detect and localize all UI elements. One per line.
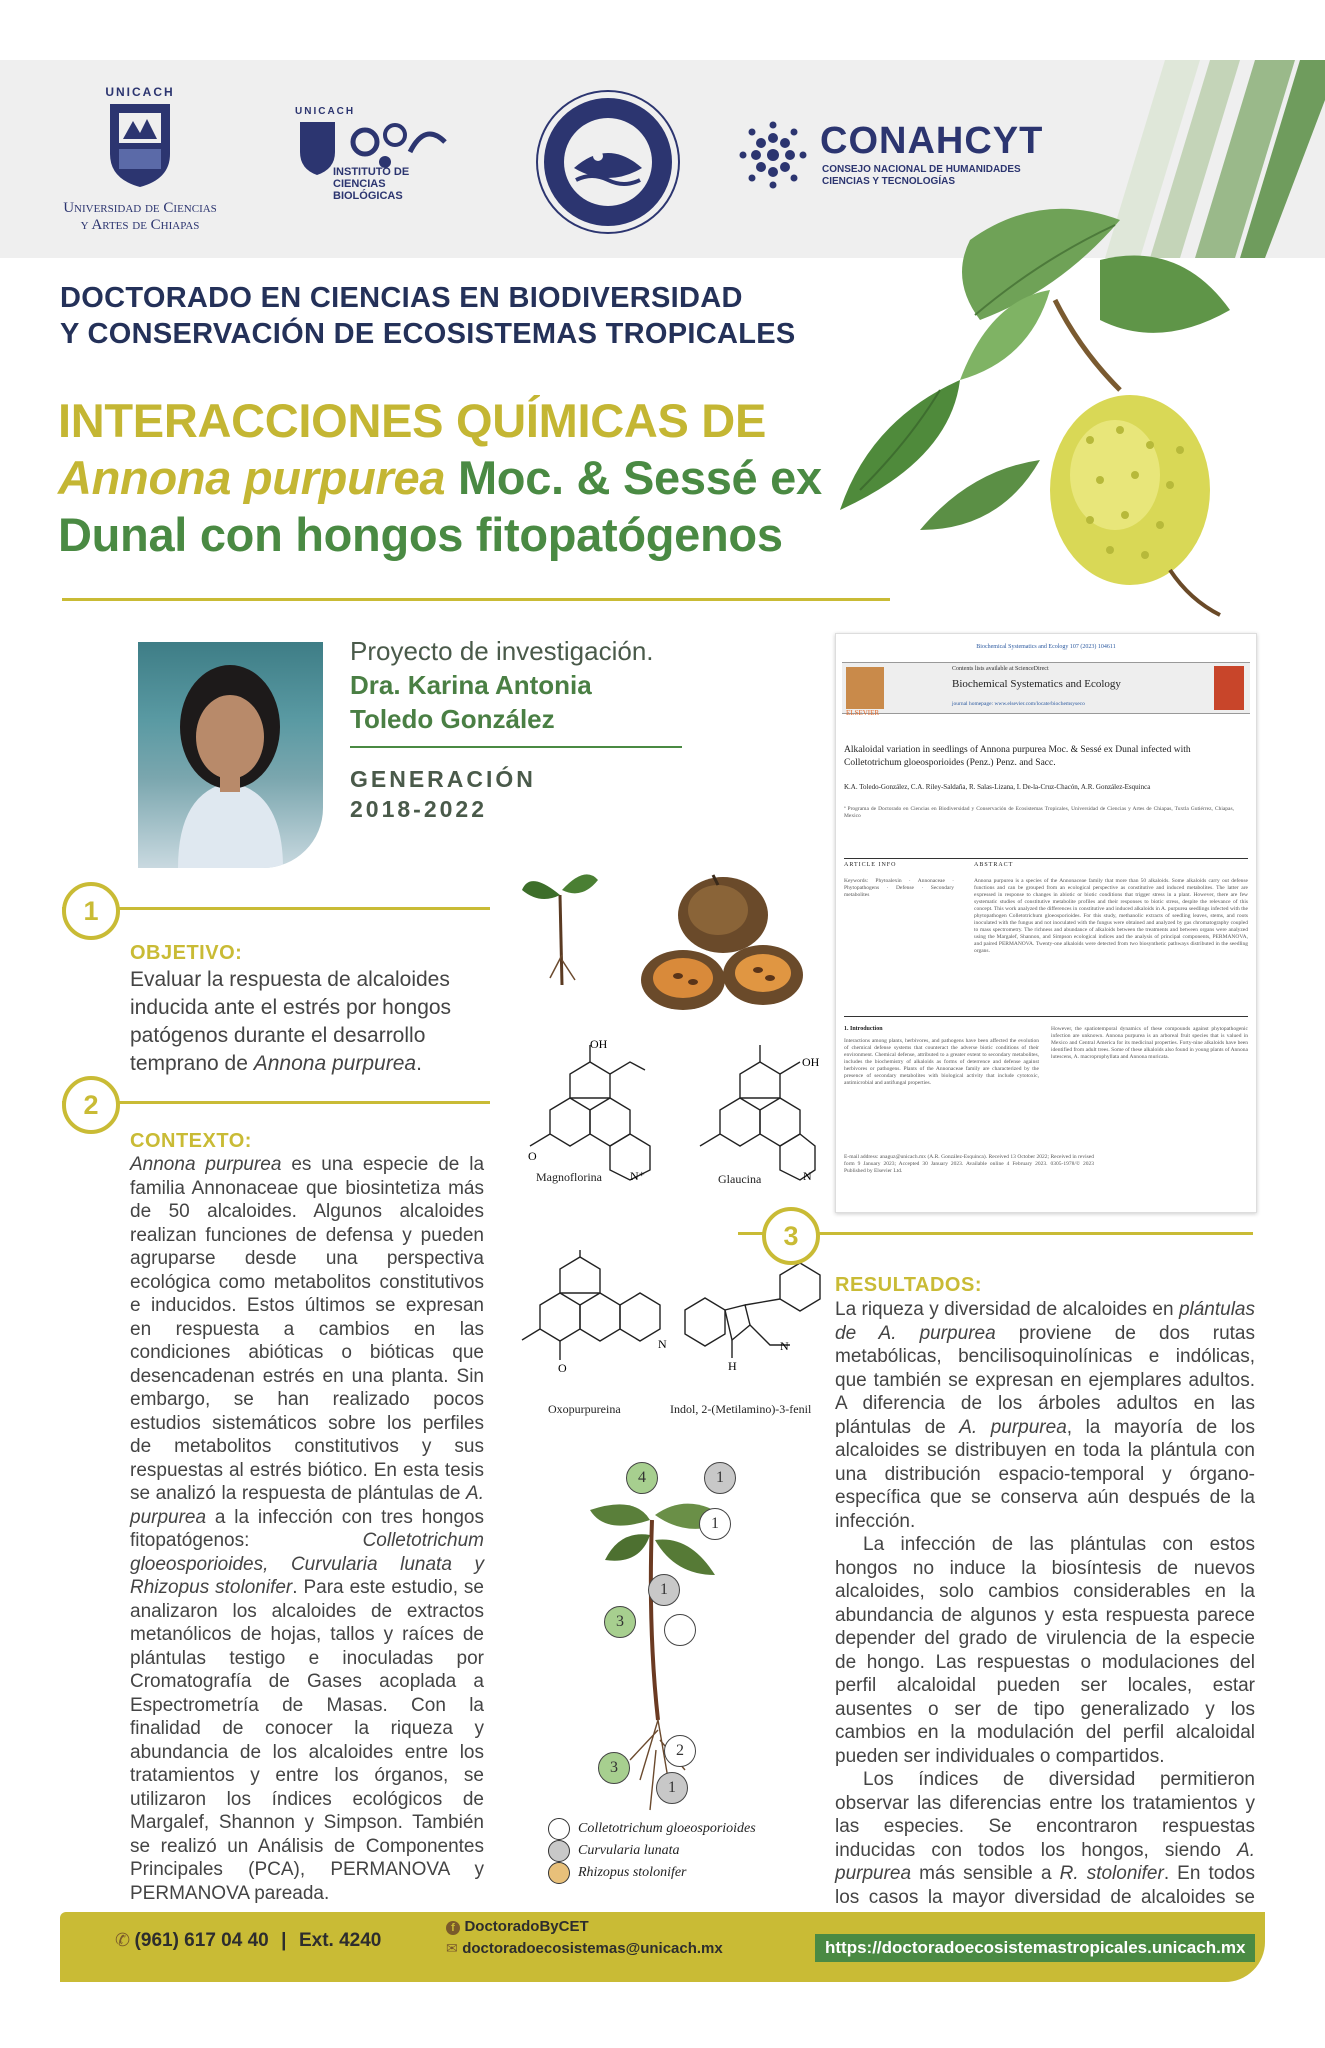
legend-swatch [548, 1818, 570, 1840]
seedling-node: 3 [604, 1606, 636, 1638]
email-link[interactable]: ✉ doctoradoecosistemas@unicach.mx [446, 1940, 723, 1957]
compound-indol: Indol, 2-(Metilamino)-3-fenil [670, 1402, 812, 1416]
seedling-legend [548, 1818, 756, 1885]
svg-text:N: N [780, 1339, 789, 1353]
svg-text:OH: OH [590, 1040, 608, 1051]
svg-text:N: N [658, 1337, 667, 1351]
facebook-link[interactable]: f DoctoradoByCET [446, 1918, 589, 1936]
doctorate-seal [538, 92, 678, 232]
svg-text:N⁺: N⁺ [630, 1169, 645, 1183]
icb-logo: UNICACH INSTITUTO DE CIENCIAS BIOLÓGICAS [295, 106, 455, 202]
svg-text:O: O [528, 1149, 537, 1163]
resultados-p1: La riqueza y diversidad de alcaloides en plántulas de A. purpurea proviene de dos rutas metabólicas, bencilisoquinolínicas e indólicas, que también se expresan en ejemplares adultos. A diferencia de los árboles adultos en las plántulas de A. purpurea, la mayoría de los alcaloides se distribuyen en toda la plántula con una distribución espacio-temporal y órgano-específica que se conserva aún después de la infección. [835, 1299, 1255, 1532]
contexto-heading: CONTEXTO: [130, 1130, 252, 1152]
website-link[interactable]: https://doctoradoecosistemastropicales.unicach.mx [815, 1934, 1255, 1962]
svg-text:OH: OH [802, 1055, 820, 1069]
annona-fruit-illustration [800, 200, 1240, 620]
conahcyt-dots-icon [738, 120, 808, 190]
fruit-photo [638, 870, 808, 1020]
chemical-structures-bottom [510, 1250, 840, 1390]
section2-line [62, 1101, 490, 1104]
author-photo [138, 642, 323, 868]
title-species: Annona purpurea [58, 451, 446, 504]
phone-icon: ✆ [115, 1930, 131, 1950]
seedling-diagram [560, 1480, 760, 1820]
doctorate-seal-icon [538, 92, 678, 232]
contexto-text: Annona purpurea es una especie de la familia Annonaceae que biosintetiza más de 50 alcaloides. Algunos alcaloides realizan funciones de defensa y pueden agruparse desde una perspectiva ecológica como metabolitos constitutivos e inducidos. Estos últimos se expresan en respuesta a cambios en las condiciones abióticas o bióticas que desencadenan estrés en una planta. Sin embargo, se han realizado pocos estudios sistemáticos sobre los perfiles de metabolitos constitutivos y sus respuestas al estrés biótico. En esta tesis se analizó la respuesta de plántulas de A. purpurea a la infección con tres hongos fitopatógenos: Colletotrichum gloeosporioides, Curvularia lunata y Rhizopus stolonifer. Para este estudio, se analizaron los alcaloides de extractos metanólicos de hojas, tallos y raíces de plántulas testigo e inoculadas por Cromatografía de Gases acoplada a Espectrometría de Masas. Con la finalidad de conocer la riqueza y abundancia de los alcaloides entre los tratamientos y entre los órganos, se utilizaron los índices ecológicos de Margalef, Shannon y Simpson. También se realizó un Análisis de Componentes Principales (PCA), PERMANOVA y PERMANOVA pareada. [130, 1154, 485, 1904]
poster-title: INTERACCIONES QUÍMICAS DE Annona purpurea Moc. & Sessé ex Dunal con hongos fitopatógenos [58, 394, 822, 561]
seedling-photo [520, 860, 600, 985]
author-divider [350, 746, 682, 748]
project-label: Proyecto de investigación. [350, 636, 654, 666]
objetivo-text: Evaluar la respuesta de alcaloides inducida ante el estrés por hongos patógenos durante el desarrollo temprano de Annona purpurea. [130, 968, 452, 1075]
seedling-node: 1 [704, 1462, 736, 1494]
legend-swatch [548, 1862, 570, 1884]
resultados-heading: RESULTADOS: [835, 1274, 982, 1296]
compound-oxopurpureina: Oxopurpureina [548, 1402, 621, 1416]
program-title: DOCTORADO EN CIENCIAS EN BIODIVERSIDAD Y CONSERVACIÓN DE ECOSISTEMAS TROPICALES [60, 282, 796, 350]
seedling-node: 2 [664, 1735, 696, 1767]
objetivo-heading: OBJETIVO: [130, 942, 243, 964]
legend-swatch [548, 1840, 570, 1862]
unicach-crest-icon [105, 99, 175, 191]
seedling-node: 1 [656, 1772, 688, 1804]
compound-glaucina: Glaucina [718, 1172, 762, 1186]
email-icon: ✉ [446, 1940, 458, 1956]
svg-text:N: N [803, 1169, 812, 1183]
elsevier-tree-icon [846, 667, 884, 709]
section2-number: 2 [62, 1076, 120, 1134]
section3-number: 3 [762, 1207, 820, 1265]
journal-cover-icon [1214, 666, 1244, 710]
seedling-node-empty [664, 1614, 696, 1646]
resultados-text [835, 1298, 1255, 1933]
svg-text:H: H [728, 1359, 737, 1373]
unicach-logo: UNICACH Universidad de Ciencias y Artes de Chiapas [63, 85, 217, 233]
phone-contact[interactable]: ✆ (961) 617 04 40 | Ext. 4240 [115, 1930, 382, 1951]
facebook-icon: f [446, 1921, 460, 1935]
resultados-p2: La infección de las plántulas con estos hongos no induce la biosíntesis de nuevos alcaloides, solo cambios considerables en la abundancia de algunos y esta respuesta parece depender del grado de virulencia de la especie de hongo. Las respuestas o modulaciones del perfil alcaloidal pueden ser locales, estar ausentes o ser de tipo generalizado y los cambios en la modulación del perfil alcaloidal pueden ser individuales o compartidos. [835, 1534, 1255, 1767]
generation: GENERACIÓN 2018-2022 [350, 766, 536, 822]
legend-item: Rhizopus stolonifer [548, 1862, 756, 1884]
seedling-node: 3 [598, 1752, 630, 1784]
compound-magnoflorina: Magnoflorina [536, 1170, 602, 1184]
section1-number: 1 [62, 882, 120, 940]
legend-item: Colletotrichum gloeosporioides [548, 1818, 756, 1840]
resultados-p3: Los índices de diversidad permitieron observar las diferencias entre los tratamientos y las especies. Se encontraron respuestas inducidas con todos los hongos, siendo A. purpurea más sensible a R. stolonifer. En todos los casos la mayor diversidad de alcaloides se [835, 1769, 1255, 1908]
paper-preview: Biochemical Systematics and Ecology 107 (2023) 104611 ELSEVIER Contents lists available at ScienceDirect Biochemical Systematics and Ecology journal homepage: www.elsevier.com/locate/biochemsyseco Alkaloidal variation in seedlings of Annona purpurea Moc. & Sessé ex Dunal infected with Colletotrichum gloeosporioides (Penz.) Penz. and Sacc. K.A. Toledo-González, C.A. Riley-Saldaña, R. Salas-Lizana, I. De-la-Cruz-Chacón, A.R. González-Esquinca ª Programa de Doctorado en Ciencias en Biodiversidad y Conservación de Ecosistemas Tropicales, Universidad de Ciencias y Artes de Chiapas, Tuxtla Gutiérrez, Chiapas, Mexico ARTICLE INFO ABSTRACT Keywords: Phytoalexin · Annonaceae · Phytopathogens · Defense · Secondary metabolites Annona purpurea is a species of the Annonaceae family that more than 50 alkaloids. Some alkaloids carry out defense functions and can be grouped from an ecological perspective as constitutive and induced metabolites. The latter are expressed in response to changes in abiotic or biotic conditions that trigger stress in a plant. However, there are few systematic studies of constitutive metabolite profiles and their responses to biotic stress, despite the relevance of this concept. This work analyzed the differences in constitutive and induced alkaloids in A. purpurea seedlings infected with the phytopathogen Colletotrichum gloeosporioides. For this study, methanolic extracts of seedling leaves, stems, and roots inoculated with the fungus and not inoculated with the fungus were obtained and analyzed by gas chromatography coupled to mass spectrometry. The richness and abundance of alkaloids between the treatments and between organs were analyzed using the Margalef, Shannon, and Simpson ecological indices and the analysis of principal components, PERMANOVA, and paired PERMANOVA. Twenty-one alkaloids were detected from two biosynthetic pathways distributed in the seedling organs. 1. Introduction Interactions among plants, herbivores, and pathogens have been affected the evolution of chemical defense systems that counteract the adverse biotic conditions of their environment. Chemical defense, attributed to a greater extent to secondary metabolites, includes the biochemistry of alkaloids as forms of deterrence and defense against herbivores or pathogens. Plants of the Annonaceae family are characterized by the presence of secondary metabolites with biological activity that include cytotoxic, antimicrobial and antifungal properties. However, the spatiotemporal dynamics of these compounds against phytopathogenic infection are unknown. Annona purpurea is an arboreal fruit species that is valued in Mexico and Central America for its medicinal properties. Forty-nine alkaloids have been identified from adult trees. Some of these alkaloids also found in young plants of Annona lutescens, A. macroprophyllata and Annona muricata. E-mail address: anaguz@unicach.mx (A.R. González-Esquinca). Received 13 October 2022; Received in revised form 9 January 2023; Accepted 30 January 2023. Available online 4 February 2023. 0305-1978/© 2023 Published by Elsevier Ltd. [835, 633, 1257, 1213]
legend-item: Curvularia lunata [548, 1840, 756, 1862]
section1-line [62, 907, 490, 910]
seedling-node: 1 [699, 1508, 731, 1540]
seedling-node: 4 [626, 1462, 658, 1494]
seedling-node: 1 [648, 1574, 680, 1606]
author-name: Dra. Karina Antonia Toledo González [350, 670, 592, 734]
title-divider [62, 598, 890, 601]
svg-text:O: O [558, 1361, 567, 1375]
